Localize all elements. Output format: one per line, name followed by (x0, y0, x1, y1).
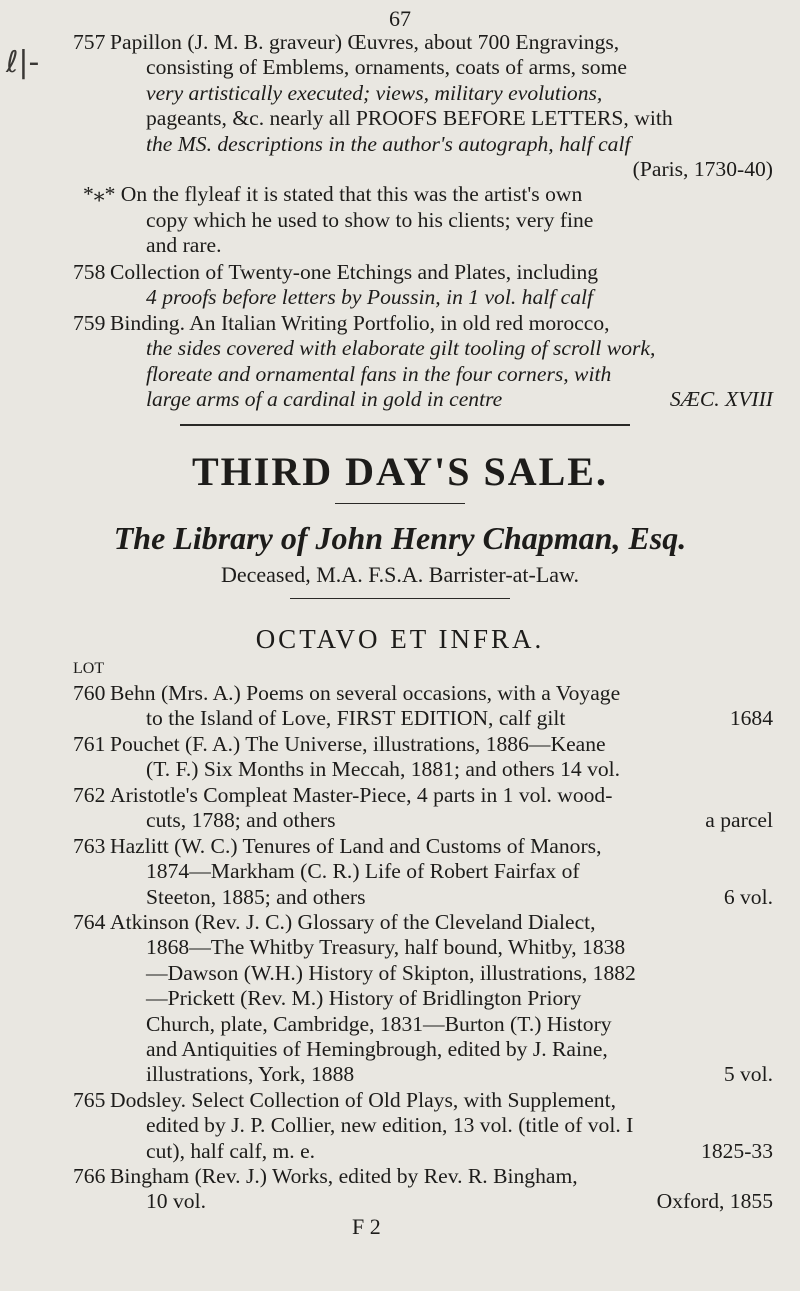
lot-line: to the Island of Love, FIRST EDITION, calf gilt 1684 (146, 706, 773, 731)
entry-line: Binding. An Italian Writing Portfolio, in old red morocco, (110, 311, 610, 335)
entry-line: the MS. descriptions in the author's autograph, half calf (146, 131, 631, 156)
entry-line: (Paris, 1730-40) (632, 157, 773, 182)
lot-line: —Prickett (Rev. M.) History of Bridlington Priory (146, 986, 582, 1011)
entry-line: floreate and ornamental fans in the four corners, with (146, 361, 612, 386)
lot-line: Behn (Mrs. A.) Poems on several occasions, with a Voyage (110, 681, 621, 705)
lot-line: Aristotle's Compleat Master-Piece, 4 parts in 1 vol. wood- (110, 783, 613, 807)
lot-line: Bingham (Rev. J.) Works, edited by Rev. R. Bingham, (110, 1164, 578, 1188)
entry-line: and rare. (146, 233, 222, 258)
lot-line: Atkinson (Rev. J. C.) Glossary of the Cleveland Dialect, (110, 910, 596, 934)
lot-line: Dodsley. Select Collection of Old Plays, with Supplement, (110, 1088, 616, 1112)
entry-758 (73, 260, 773, 311)
lot-line: illustrations, York, 1888 5 vol. (146, 1062, 773, 1087)
lot-760 (73, 681, 773, 732)
entry-number: 758 (73, 260, 106, 284)
margin-mark: ℓ|- (6, 45, 40, 80)
entry-line: very artistically executed; views, military evolutions, (146, 80, 603, 105)
title-underline (335, 503, 465, 504)
entry-line: 4 proofs before letters by Poussin, in 1 vol. half calf (146, 285, 594, 310)
section-title: THIRD DAY'S SALE. (192, 449, 608, 494)
octavo-heading: OCTAVO ET INFRA. (255, 624, 545, 654)
page-number: 67 (389, 6, 411, 31)
lot-line: (T. F.) Six Months in Meccah, 1881; and others 14 vol. (146, 757, 621, 782)
section-divider (180, 424, 630, 426)
lot-line: and Antiquities of Hemingbrough, edited by J. Raine, (146, 1037, 608, 1062)
lot-number: 761 (73, 732, 106, 756)
entry-757 (73, 30, 773, 259)
lot-label: LOT (73, 660, 105, 677)
library-title: The Library of John Henry Chapman, Esq. (113, 520, 687, 556)
lot-764 (73, 910, 773, 1088)
lot-number: 764 (73, 910, 106, 934)
entry-line: Collection of Twenty-one Etchings and Plates, including (110, 260, 599, 284)
lot-762 (73, 783, 773, 834)
entry-line: consisting of Emblems, ornaments, coats of arms, some (146, 55, 627, 80)
entry-line: Papillon (J. M. B. graveur) Œuvres, about 700 Engravings, (110, 30, 620, 54)
entry-note: *⁎* On the flyleaf it is stated that this was the artist's own (83, 182, 583, 207)
lot-line: —Dawson (W.H.) History of Skipton, illustrations, 1882 (146, 960, 636, 985)
lot-763 (73, 834, 773, 910)
lot-765 (73, 1088, 773, 1164)
entry-759 (73, 311, 773, 413)
lot-line: edited by J. P. Collier, new edition, 13 vol. (title of vol. I (146, 1113, 634, 1138)
entry-line: large arms of a cardinal in gold in centre SÆC. XVIII (146, 387, 773, 412)
lot-line: 1874—Markham (C. R.) Life of Robert Fairfax of (146, 859, 580, 884)
entry-number: 757 (73, 30, 106, 54)
lot-line: Hazlitt (W. C.) Tenures of Land and Customs of Manors, (110, 834, 602, 858)
lot-761 (73, 732, 773, 783)
lot-766 (73, 1164, 773, 1215)
lot-line: cut), half calf, m. e. 1825-33 (146, 1138, 773, 1163)
lot-line: Steeton, 1885; and others 6 vol. (146, 884, 773, 909)
lot-line: Pouchet (F. A.) The Universe, illustrations, 1886—Keane (110, 732, 606, 756)
lot-line: 10 vol. Oxford, 1855 (146, 1189, 773, 1214)
heading-rule (290, 598, 510, 599)
lot-number: 760 (73, 681, 106, 705)
deceased-line: Deceased, M.A. F.S.A. Barrister-at-Law. (220, 562, 580, 587)
lot-number: 766 (73, 1164, 106, 1188)
entry-number: 759 (73, 311, 106, 335)
entry-line: copy which he used to show to his clients; very fine (146, 207, 594, 232)
lot-line: cuts, 1788; and others a parcel (146, 808, 773, 833)
lot-number: 763 (73, 834, 106, 858)
signature-mark: F 2 (352, 1214, 381, 1239)
lot-number: 765 (73, 1088, 106, 1112)
entry-line: pageants, &c. nearly all PROOFS BEFORE LETTERS, with (146, 106, 673, 131)
lot-line: Church, plate, Cambridge, 1831—Burton (T.) History (146, 1011, 612, 1036)
lot-number: 762 (73, 783, 106, 807)
lot-line: 1868—The Whitby Treasury, half bound, Whitby, 1838 (146, 935, 626, 960)
entry-line: the sides covered with elaborate gilt tooling of scroll work, (146, 336, 656, 361)
